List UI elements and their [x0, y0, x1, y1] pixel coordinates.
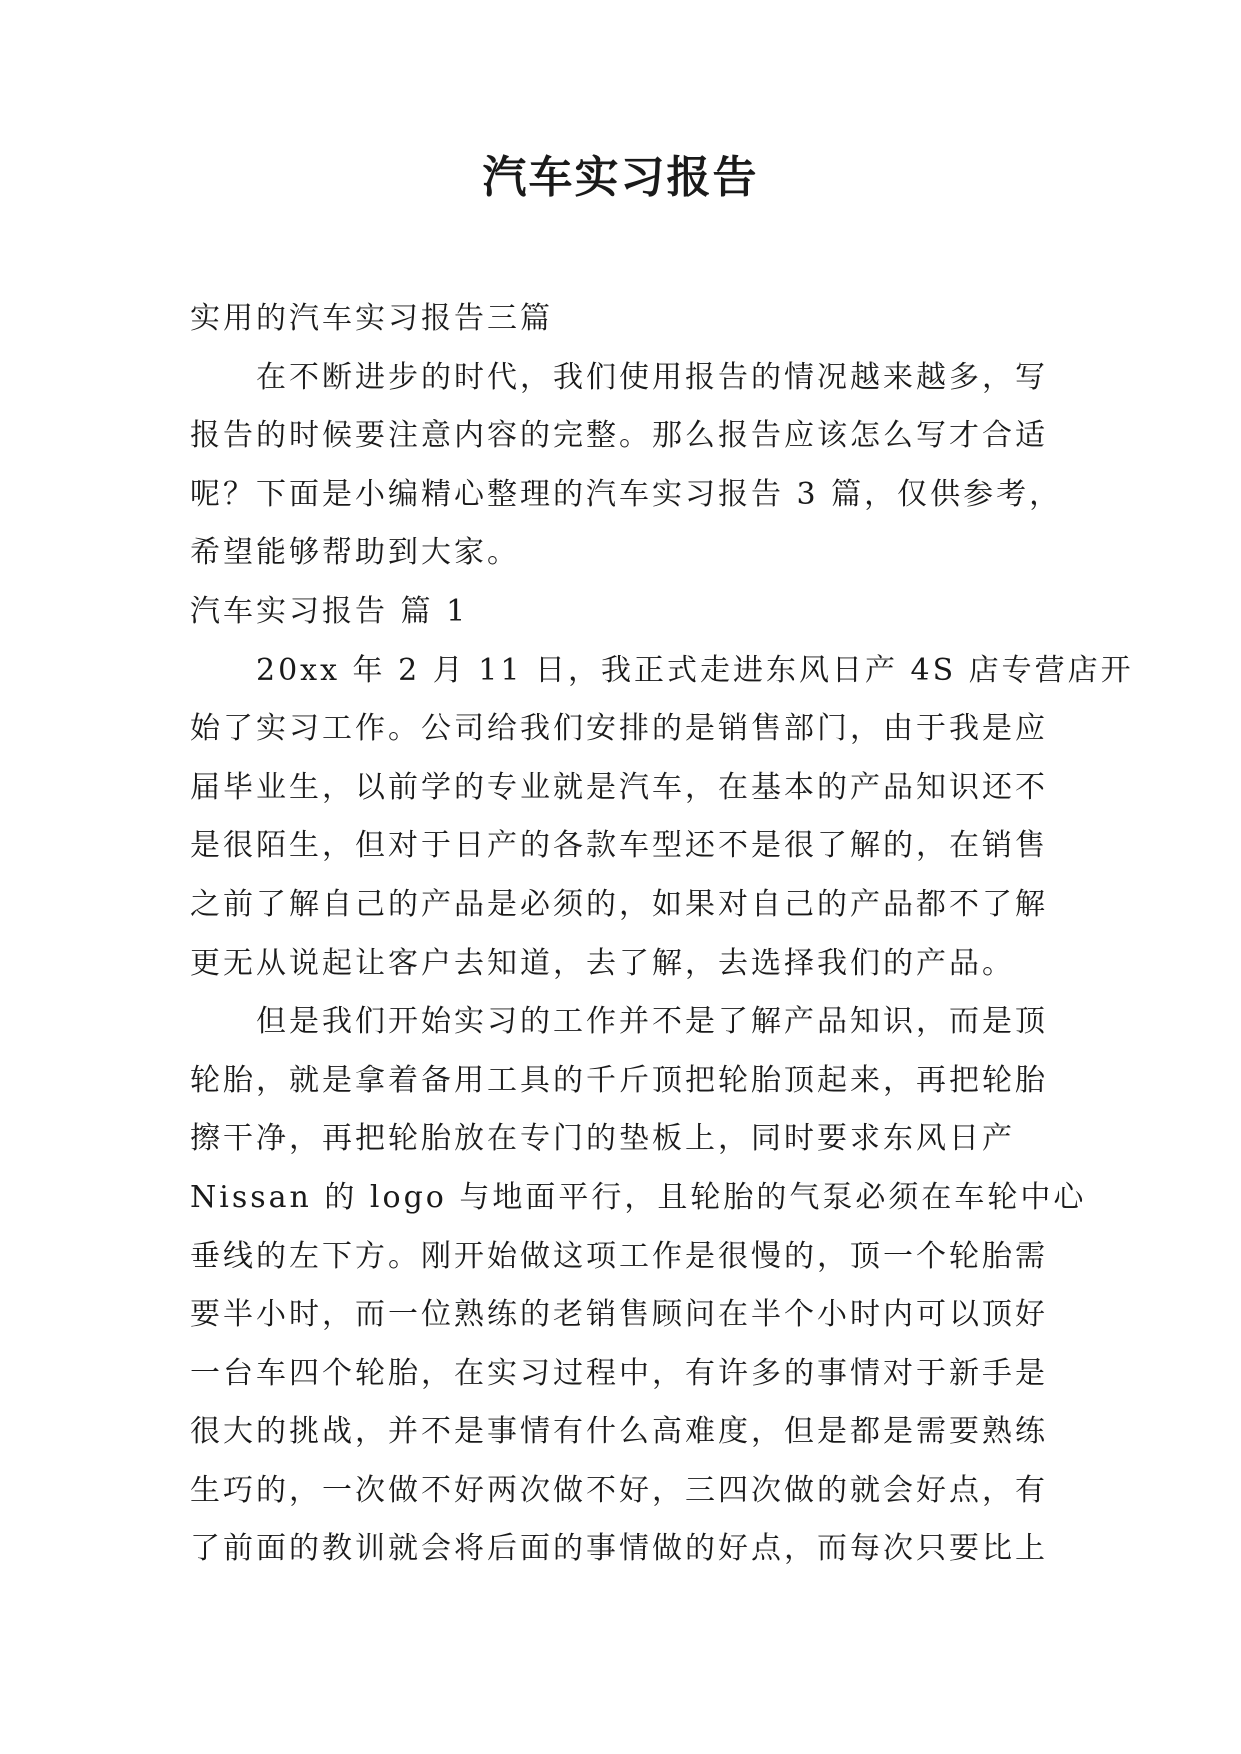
paragraph-line: 希望能够帮助到大家。: [190, 535, 520, 571]
paragraph-line: 很大的挑战，并不是事情有什么高难度，但是都是需要熟练: [190, 1414, 1048, 1450]
paragraph-line: 擦干净，再把轮胎放在专门的垫板上，同时要求东风日产: [190, 1121, 1015, 1157]
paragraph-line: 在不断进步的时代，我们使用报告的情况越来越多，写: [256, 359, 1048, 395]
paragraph-line: 轮胎，就是拿着备用工具的千斤顶把轮胎顶起来，再把轮胎: [190, 1062, 1048, 1098]
paragraph-line: 但是我们开始实习的工作并不是了解产品知识，而是顶: [256, 1004, 1048, 1040]
paragraph-line: Nissan 的 logo 与地面平行，且轮胎的气泵必须在车轮中心: [190, 1179, 1087, 1215]
paragraph-line: 之前了解自己的产品是必须的，如果对自己的产品都不了解: [190, 886, 1048, 922]
document-title: 汽车实习报告: [482, 152, 759, 203]
paragraph-line: 报告的时候要注意内容的完整。那么报告应该怎么写才合适: [190, 418, 1048, 454]
paragraph-line: 呢？下面是小编精心整理的汽车实习报告 3 篇，仅供参考，: [190, 476, 1063, 512]
document-body: [190, 290, 1134, 1579]
paragraph-line: 了前面的教训就会将后面的事情做的好点，而每次只要比上: [190, 1531, 1048, 1567]
paragraph-line: 要半小时，而一位熟练的老销售顾问在半个小时内可以顶好: [190, 1297, 1048, 1333]
paragraph-line: 届毕业生，以前学的专业就是汽车，在基本的产品知识还不: [190, 769, 1048, 805]
paragraph-line: 垂线的左下方。刚开始做这项工作是很慢的，顶一个轮胎需: [190, 1238, 1048, 1274]
paragraph-line: 始了实习工作。公司给我们安排的是销售部门，由于我是应: [190, 711, 1048, 747]
paragraph-line: 生巧的，一次做不好两次做不好，三四次做的就会好点，有: [190, 1472, 1048, 1508]
paragraph-line: 20xx 年 2 月 11 日，我正式走进东风日产 4S 店专营店开: [256, 652, 1134, 688]
paragraph-line: 更无从说起让客户去知道，去了解，去选择我们的产品。: [190, 945, 1015, 981]
paragraph-line: 是很陌生，但对于日产的各款车型还不是很了解的，在销售: [190, 828, 1048, 864]
section-heading: 汽车实习报告 篇 1: [190, 593, 469, 629]
subtitle-line: 实用的汽车实习报告三篇: [190, 301, 553, 336]
paragraph-line: 一台车四个轮胎，在实习过程中，有许多的事情对于新手是: [190, 1355, 1048, 1391]
